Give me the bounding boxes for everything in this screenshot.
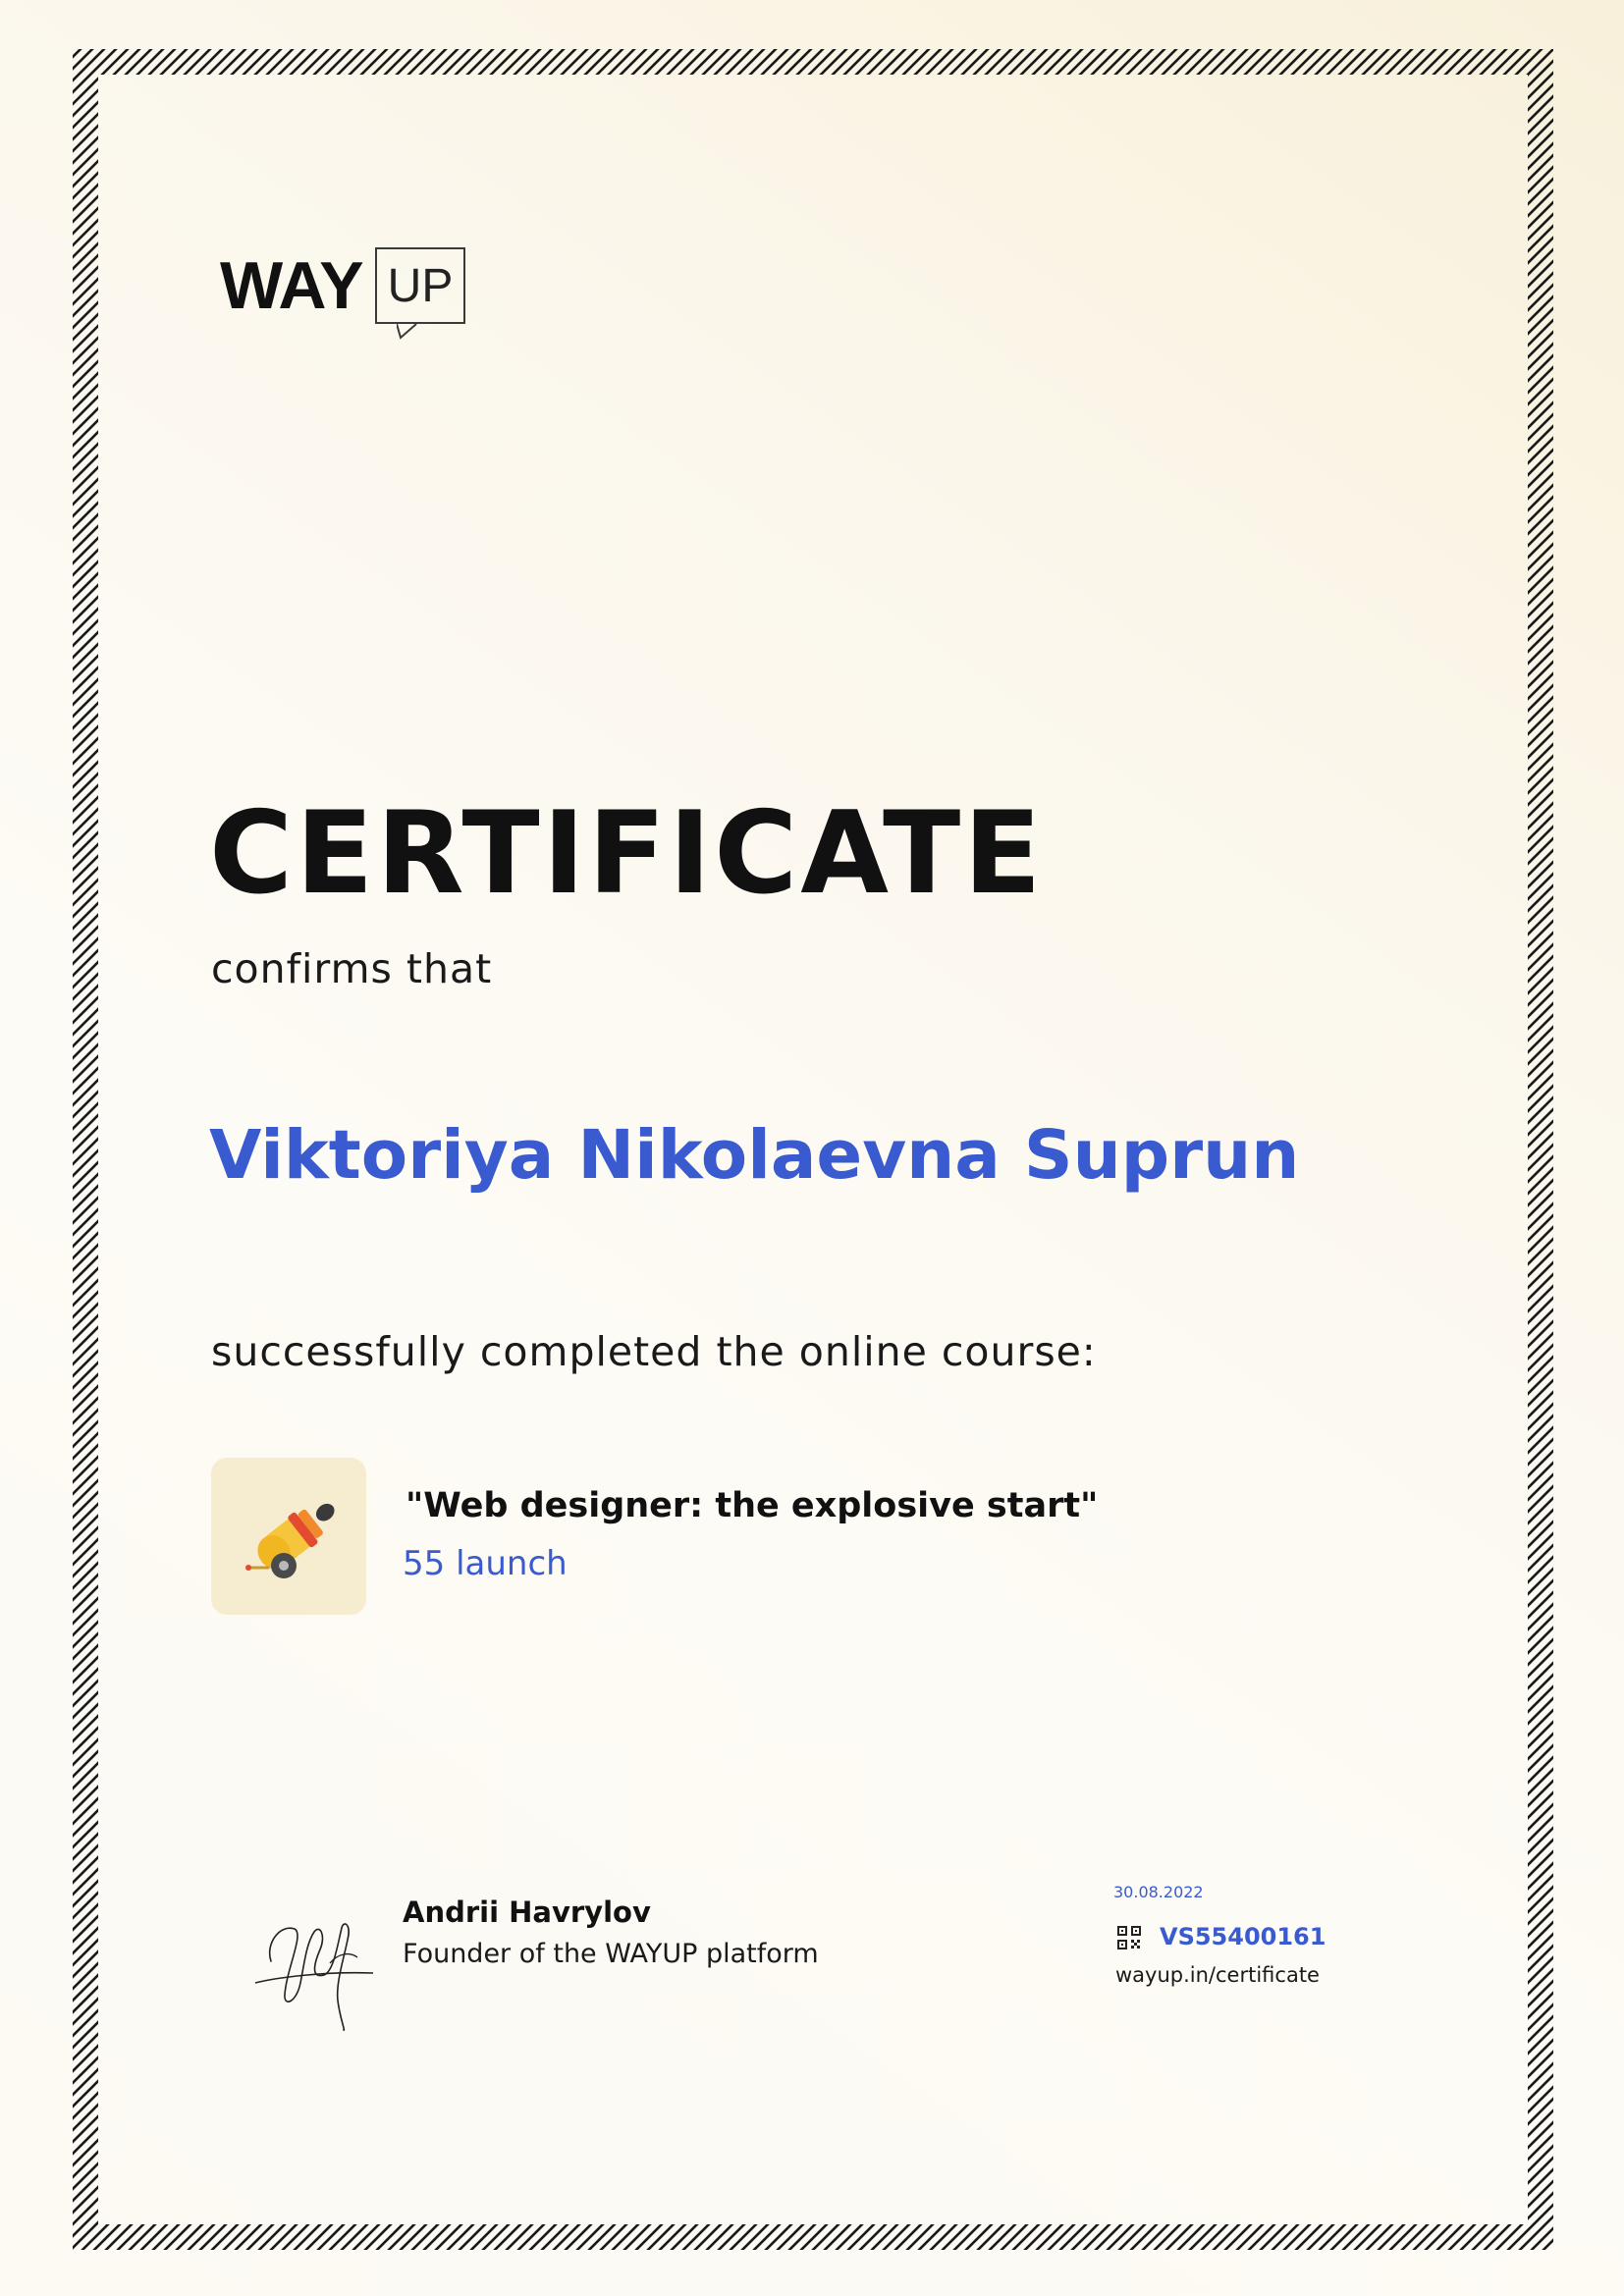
completed-text: successfully completed the online course: [211,1328,1097,1375]
logo-up-box [375,247,465,324]
certificate-title: CERTIFICATE [209,787,1045,920]
signature [236,1885,383,2032]
recipient-name: Viktoriya Nikolaevna Suprun [209,1116,1300,1195]
issue-date: 30.08.2022 [1113,1883,1204,1901]
logo-up-text: UP [387,260,454,312]
course-launch: 55 launch [403,1544,568,1583]
wayup-logo [220,243,467,342]
cannon-icon [211,1458,366,1615]
course-icon-box [211,1458,366,1615]
course-title: "Web designer: the explosive start" [406,1486,1099,1525]
verification-url[interactable]: wayup.in/certificate [1115,1963,1320,1987]
qr-code-icon[interactable] [1117,1926,1141,1949]
signer-name: Andrii Havrylov [403,1896,651,1929]
speech-bubble-tail-icon [397,324,420,342]
logo-way-text: WAY [220,248,363,323]
certificate-id: VS55400161 [1160,1923,1326,1950]
confirms-text: confirms that [211,945,493,992]
signer-role: Founder of the WAYUP platform [403,1939,819,1969]
